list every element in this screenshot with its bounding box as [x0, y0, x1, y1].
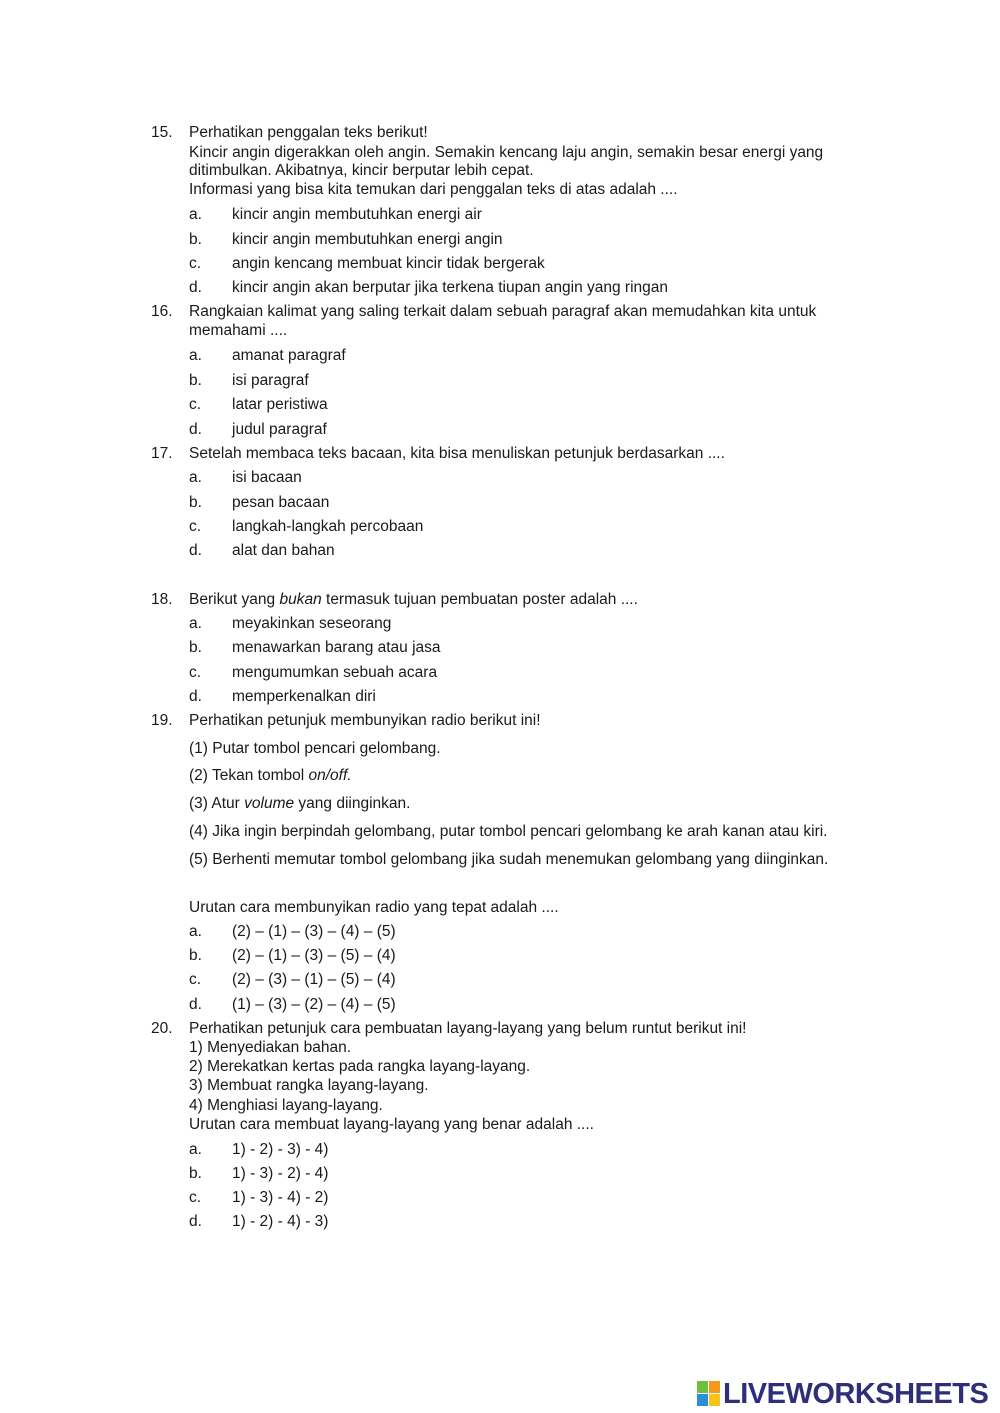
step-text: (4) Jika ingin berpindah gelombang, putar tombol pencari gelombang ke arah kanan atau kiri. [189, 823, 828, 840]
stem-text: Berikut yang [189, 591, 280, 608]
list-line: 2) Merekatkan kertas pada rangka layang-layang. [189, 1058, 531, 1075]
option-letter: d. [189, 542, 202, 559]
option-text: pesan bacaan [232, 494, 330, 511]
option-text: 1) - 3) - 4) - 2) [232, 1189, 329, 1206]
question-stem: Setelah membaca teks bacaan, kita bisa menuliskan petunjuk berdasarkan .... [189, 445, 725, 462]
logo-mark-icon [697, 1381, 721, 1407]
option-text: 1) - 2) - 3) - 4) [232, 1141, 329, 1158]
option-letter: d. [189, 279, 202, 296]
option-text: (2) – (3) – (1) – (5) – (4) [232, 971, 396, 988]
question-stem: Rangkaian kalimat yang saling terkait dalam sebuah paragraf akan memudahkan kita untuk [189, 303, 817, 320]
option-text: meyakinkan seseorang [232, 615, 392, 632]
step-emphasis: volume [244, 795, 295, 812]
option-letter: c. [189, 1189, 202, 1206]
option-text: memperkenalkan diri [232, 688, 376, 705]
stem-text: termasuk tujuan pembuatan poster adalah .... [321, 591, 638, 608]
instruction-step [189, 823, 827, 841]
instruction-step [189, 740, 441, 758]
option-letter: c. [189, 255, 202, 272]
option-letter: a. [189, 923, 202, 940]
option-letter: b. [189, 1165, 202, 1182]
option-text: judul paragraf [232, 421, 327, 438]
list-line: 1) Menyediakan bahan. [189, 1039, 352, 1056]
option-text: (2) – (1) – (3) – (4) – (5) [232, 923, 396, 940]
step-text: yang diinginkan. [294, 795, 411, 812]
option-letter: b. [189, 639, 202, 656]
passage-line: ditimbulkan. Akibatnya, kincir berputar lebih cepat. [189, 162, 534, 179]
question-number: 15. [151, 124, 173, 141]
question-number: 16. [151, 303, 173, 320]
step-emphasis: on/off. [308, 767, 352, 784]
question-prompt: Urutan cara membuat layang-layang yang benar adalah .... [189, 1116, 594, 1133]
question-stem: memahami .... [189, 322, 288, 339]
instruction-step [189, 851, 828, 869]
option-letter: d. [189, 996, 202, 1013]
option-letter: b. [189, 372, 202, 389]
option-text: langkah-langkah percobaan [232, 518, 424, 535]
option-letter: b. [189, 947, 202, 964]
option-text: kincir angin akan berputar jika terkena tiupan angin yang ringan [232, 279, 669, 296]
list-line: 3) Membuat rangka layang-layang. [189, 1077, 429, 1094]
logo-text: LIVEWORKSHEETS [723, 1377, 989, 1410]
option-letter: a. [189, 206, 202, 223]
option-text: 1) - 3) - 2) - 4) [232, 1165, 329, 1182]
option-letter: a. [189, 347, 202, 364]
option-letter: c. [189, 518, 202, 535]
question-number: 19. [151, 712, 173, 729]
question-stem: Perhatikan petunjuk membunyikan radio berikut ini! [189, 712, 541, 729]
option-text: angin kencang membuat kincir tidak bergerak [232, 255, 545, 272]
step-text: (3) Atur [189, 795, 245, 812]
option-text: (1) – (3) – (2) – (4) – (5) [232, 996, 396, 1013]
list-line: 4) Menghiasi layang-layang. [189, 1097, 383, 1114]
option-letter: b. [189, 231, 202, 248]
instruction-step [189, 767, 352, 785]
step-text: (2) Tekan tombol [189, 767, 309, 784]
option-text: kincir angin membutuhkan energi angin [232, 231, 503, 248]
liveworksheets-logo [697, 1378, 988, 1410]
option-text: alat dan bahan [232, 542, 335, 559]
option-letter: d. [189, 421, 202, 438]
option-text: isi bacaan [232, 469, 302, 486]
option-text: menawarkan barang atau jasa [232, 639, 441, 656]
step-text: (1) Putar tombol pencari gelombang. [189, 740, 441, 757]
stem-emphasis: bukan [279, 591, 322, 608]
option-text: mengumumkan sebuah acara [232, 664, 438, 681]
question-number: 18. [151, 591, 173, 608]
option-text: (2) – (1) – (3) – (5) – (4) [232, 947, 396, 964]
option-text: isi paragraf [232, 372, 309, 389]
question-stem: Perhatikan petunjuk cara pembuatan layang-layang yang belum runtut berikut ini! [189, 1020, 747, 1037]
question-number: 20. [151, 1020, 173, 1037]
step-text: (5) Berhenti memutar tombol gelombang jika sudah menemukan gelombang yang diinginkan. [189, 851, 829, 868]
option-letter: d. [189, 688, 202, 705]
option-letter: b. [189, 494, 202, 511]
option-text: 1) - 2) - 4) - 3) [232, 1213, 329, 1230]
option-text: latar peristiwa [232, 396, 328, 413]
option-letter: a. [189, 615, 202, 632]
question-number: 17. [151, 445, 173, 462]
option-text: amanat paragraf [232, 347, 346, 364]
instruction-step [189, 795, 410, 813]
option-letter: c. [189, 971, 202, 988]
question-prompt: Urutan cara membunyikan radio yang tepat adalah .... [189, 899, 559, 916]
option-letter: a. [189, 469, 202, 486]
question-stem: Perhatikan penggalan teks berikut! [189, 124, 428, 141]
question-stem [189, 591, 638, 609]
option-letter: c. [189, 664, 202, 681]
option-letter: c. [189, 396, 202, 413]
option-text: kincir angin membutuhkan energi air [232, 206, 482, 223]
option-letter: d. [189, 1213, 202, 1230]
passage-line: Kincir angin digerakkan oleh angin. Semakin kencang laju angin, semakin besar energi yang [189, 144, 824, 161]
question-prompt: Informasi yang bisa kita temukan dari penggalan teks di atas adalah .... [189, 181, 678, 198]
option-letter: a. [189, 1141, 202, 1158]
